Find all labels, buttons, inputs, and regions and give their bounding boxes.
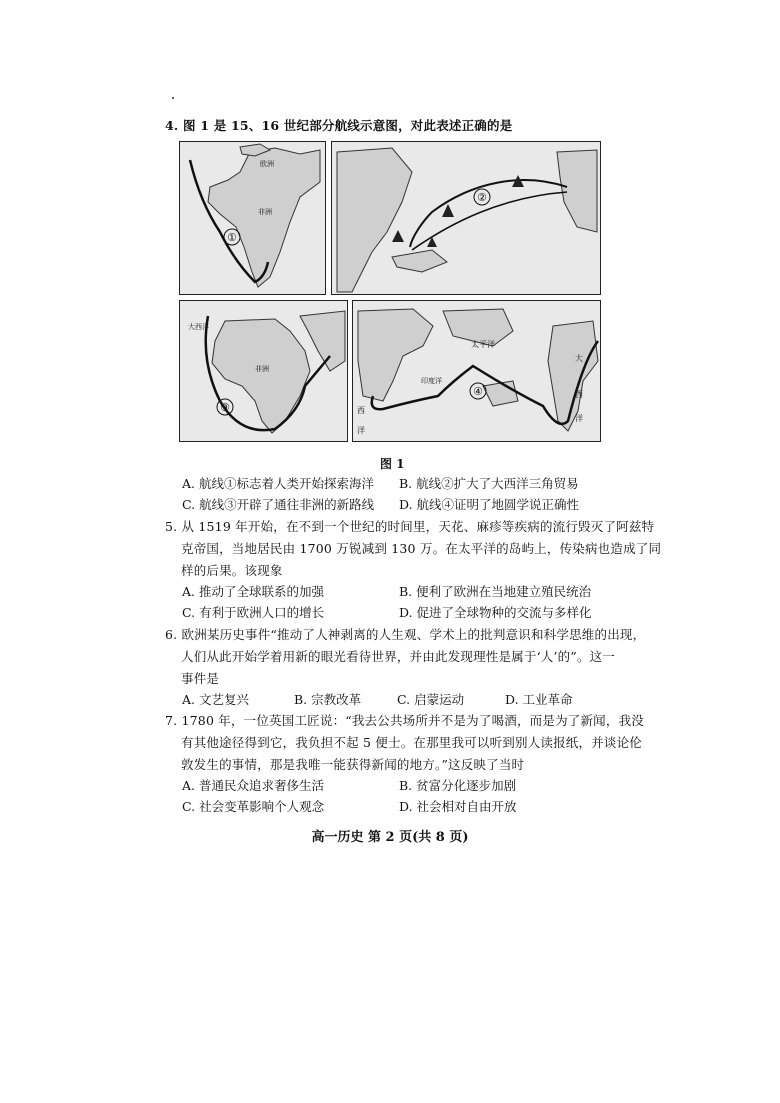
map-3-da-gama-route (179, 300, 348, 442)
q6-option-b: B. 宗教改革 (294, 692, 362, 707)
q4-option-b: B. 航线②扩大了大西洋三角贸易 (399, 476, 579, 491)
q7-option-c: C. 社会变革影响个人观念 (182, 799, 325, 814)
q7-stem-line-2: 有其他途径得到它，我负担不起 5 便士。在那里我可以听到别人读报纸，并谈论伦 (181, 735, 643, 750)
q5-stem-line-1: 5. 从 1519 年开始，在不到一个世纪的时间里，天花、麻疹等疾病的流行毁灭了阿兹特 (165, 519, 655, 534)
map-4-magellan-route (352, 300, 601, 442)
q5-stem-line-3: 样的后果。该现象 (181, 563, 283, 578)
speck-mark (172, 97, 174, 99)
q5-option-d: D. 促进了全球物种的交流与多样化 (399, 605, 592, 620)
q5-option-b: B. 便利了欧洲在当地建立殖民统治 (399, 584, 592, 599)
map4-label-west-2: 洋 (357, 426, 365, 435)
map4-label-indian-ocean: 印度洋 (421, 377, 442, 385)
q5-stem-line-2: 克帝国，当地居民由 1700 万锐减到 130 万。在太平洋的岛屿上，传染病也造成了同 (181, 541, 662, 556)
q4-option-c: C. 航线③开辟了通往非洲的新路线 (182, 497, 375, 512)
q7-option-d: D. 社会相对自由开放 (399, 799, 517, 814)
map4-label-atlantic-1: 大 (575, 354, 583, 363)
q6-stem-line-1: 6. 欧洲某历史事件“推动了人神剥离的人生观、学术上的批判意识和科学思维的出现， (165, 627, 646, 642)
q6-stem-line-3: 事件是 (181, 671, 220, 686)
q7-stem-line-3: 敦发生的事情，那是我唯一能获得新闻的地方。”这反映了当时 (181, 757, 525, 772)
q6-stem-line-2: 人们从此开始学着用新的眼光看待世界，并由此发现理性是属于‘人’的”。这一 (181, 649, 616, 664)
map-1-dias-route (179, 141, 326, 295)
map3-route-number: ③ (220, 401, 230, 414)
map1-label-africa: 非洲 (258, 208, 272, 216)
map4-route-number: ④ (473, 385, 483, 398)
map4-label-pacific: 太平洋 (471, 340, 495, 349)
figure-caption: 图 1 (380, 457, 405, 471)
q4-stem: 4. 图 1 是 15、16 世纪部分航线示意图，对此表述正确的是 (165, 118, 513, 133)
q6-option-a: A. 文艺复兴 (182, 692, 249, 707)
page-footer: 高一历史 第 2 页(共 8 页) (311, 830, 469, 845)
q4-option-d: D. 航线④证明了地圆学说正确性 (399, 497, 580, 512)
map3-label-africa: 非洲 (255, 365, 269, 373)
q5-option-a: A. 推动了全球联系的加强 (182, 584, 324, 599)
q7-option-b: B. 贫富分化逐步加剧 (399, 778, 517, 793)
map1-route-number: ① (227, 231, 237, 244)
map4-label-atlantic-3: 洋 (575, 414, 583, 423)
map2-route-number: ② (477, 191, 487, 204)
map4-label-atlantic-2: 西 (575, 390, 583, 399)
q5-option-c: C. 有利于欧洲人口的增长 (182, 605, 325, 620)
map1-label-europe: 欧洲 (260, 160, 274, 168)
map-2-columbus-route (331, 141, 601, 295)
q6-option-d: D. 工业革命 (505, 692, 573, 707)
q4-option-a: A. 航线①标志着人类开始探索海洋 (182, 476, 374, 491)
q6-option-c: C. 启蒙运动 (397, 692, 465, 707)
q7-stem-line-1: 7. 1780 年，一位英国工匠说：“我去公共场所并不是为了喝酒，而是为了新闻，我没 (165, 713, 644, 728)
q7-option-a: A. 普通民众追求奢侈生活 (182, 778, 324, 793)
map4-label-west-1: 西 (357, 406, 365, 415)
map3-label-atlantic: 大西洋 (188, 323, 209, 331)
